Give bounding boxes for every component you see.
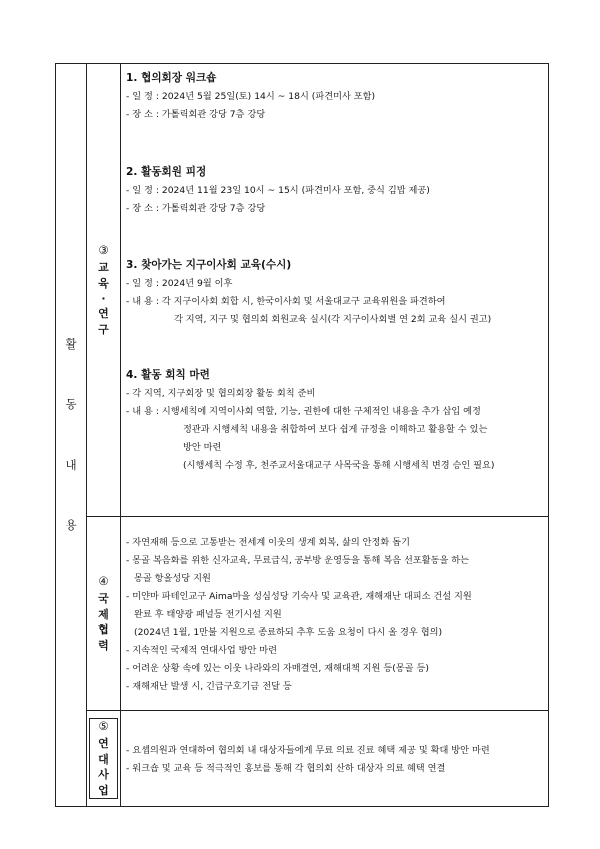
activity-content-table <box>55 63 549 807</box>
section-label-char: 사 <box>98 768 109 782</box>
item-line: 몽골 항올성당 지원 <box>134 572 211 584</box>
item-line: - 어려운 상황 속에 있는 이웃 나라와의 자매결연, 재해대책 지원 등(몽골 등) <box>126 662 429 674</box>
item-line: - 몽골 복음화를 위한 신자교육, 무료급식, 공부방 운영등을 통해 복음 선포활동을 하는 <box>126 554 470 566</box>
section-label-char: 교 <box>98 261 109 275</box>
item-line: 각 지역, 지구 및 협의회 회원교육 실시(각 지구이사회별 연 2회 교육 실시 권고) <box>174 314 492 325</box>
item-line: - 워크숍 및 교육 등 적극적인 홍보를 통해 각 협의회 산하 대상자 의료 혜택 연결 <box>126 762 446 774</box>
item-title: 2. 활동회원 피정 <box>126 166 207 178</box>
section-number: ③ <box>98 242 109 257</box>
item-line: - 장 소 : 가톨릭회관 강당 7층 강당 <box>126 109 266 120</box>
section-content-education <box>121 64 549 517</box>
item-line: - 내 용 : 시행세칙에 지역이사회 역할, 기능, 권한에 대한 구체적인 내용을 추가 삽입 예정 <box>126 406 481 417</box>
section-label-international <box>87 517 121 711</box>
section-label-char: 대 <box>98 752 109 766</box>
section-label-char: 구 <box>98 322 109 336</box>
item-line: - 요셉의원과 연대하여 협의회 내 대상자들에게 무료 의료 진료 혜택 제공 및 확대 방안 마련 <box>126 744 490 756</box>
item-line: (시행세칙 수정 후, 천주교서울대교구 사목국을 통해 시행세칙 변경 승인 필요) <box>183 460 495 471</box>
item-line: - 미얀마 파테인교구 Aima마을 성심성당 기숙사 및 교육관, 재해재난 대피소 건설 지원 <box>126 590 472 602</box>
section-label-education <box>87 64 121 517</box>
side-label-char: 동 <box>65 397 77 411</box>
item-line: - 장 소 : 가톨릭회관 강당 7층 강당 <box>126 203 266 214</box>
side-label-char: 용 <box>65 518 77 532</box>
section-content-international <box>121 517 549 711</box>
item-line: - 일 정 : 2024년 11월 23일 10시 ~ 15시 (파견미사 포함, 중식 김밥 제공) <box>126 185 430 196</box>
section-number: ⑤ <box>98 719 109 734</box>
section-label-char: 협 <box>98 623 109 637</box>
section-label-char: 육 <box>98 276 109 290</box>
section-number: ④ <box>98 574 109 589</box>
item-line: 방안 마련 <box>183 442 222 453</box>
item-line: - 일 정 : 2024년 5월 25일(토) 14시 ~ 18시 (파견미사 포함) <box>126 91 376 102</box>
item-line: - 재해재난 발생 시, 긴급구호기금 전달 등 <box>126 680 292 692</box>
item-line: - 일 정 : 2024년 9월 이후 <box>126 278 233 289</box>
item-title: 3. 찾아가는 지구이사회 교육(수시) <box>126 259 292 271</box>
side-label-char: 활 <box>65 336 77 351</box>
item-line: 정관과 시행세칙 내용을 취합하여 보다 쉽게 규정을 이해하고 활용할 수 있는 <box>183 424 488 435</box>
item-line: - 각 지역, 지구회장 및 협의회장 활동 회칙 준비 <box>126 388 316 399</box>
section-label-char: · <box>101 291 106 305</box>
section-label-char: 업 <box>98 783 109 797</box>
section-label-char: 국 <box>98 592 109 606</box>
item-line: (2024년 1월, 1만불 지원으로 종료하되 추후 도움 요청이 다시 올 경우 협의) <box>134 626 443 638</box>
item-title: 4. 활동 회칙 마련 <box>126 369 210 381</box>
section-label-char: 제 <box>98 607 109 621</box>
section-label-solidarity <box>87 711 121 807</box>
section-label-char: 연 <box>98 737 109 751</box>
item-line: - 내 용 : 각 지구이사회 회합 시, 한국이사회 및 서울대교구 교육위원을 파견하여 <box>126 296 446 307</box>
section-label-char: 력 <box>98 638 109 652</box>
item-title: 1. 협의회장 워크숍 <box>126 72 217 84</box>
item-line: - 지속적인 국제적 연대사업 방안 마련 <box>126 644 278 656</box>
item-line: 완료 후 태양광 패널등 전기시설 지원 <box>134 608 282 620</box>
side-label-cell <box>56 64 87 807</box>
section-content-solidarity <box>121 711 549 807</box>
item-line: - 자연재해 등으로 고통받는 전세계 이웃의 생계 회복, 삶의 안정화 돕기 <box>126 536 410 548</box>
section-label-char: 연 <box>98 307 109 321</box>
side-label-char: 내 <box>65 457 77 472</box>
